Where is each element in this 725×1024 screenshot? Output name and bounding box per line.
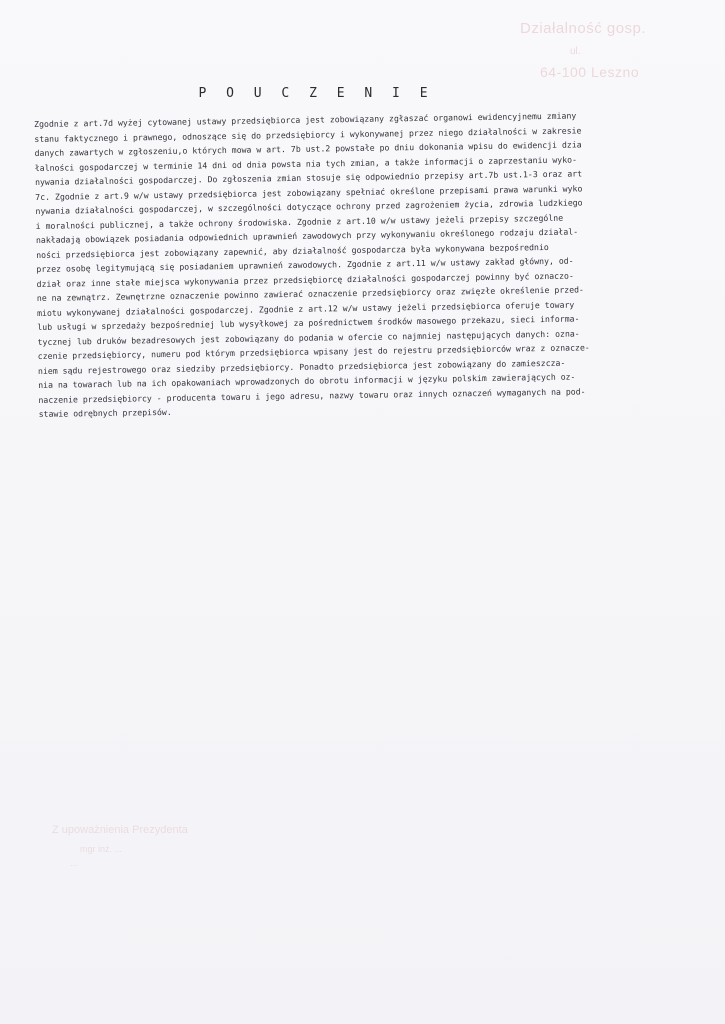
body-line: 7c. Zgodnie z art.9 w/w ustawy przedsiębiorca jest zobowiązany spełniać określone przepisami prawa warunki wyko <box>35 182 583 202</box>
body-line: tycznej lub druków bezadresowych jest zobowiązany do podania w ofercie co najmniej następujących danych: ozna- <box>37 327 580 347</box>
body-line: stanu faktycznego i prawnego, odnoszące się do przedsiębiorcy i wykonywanej przez niego działalności w zakresie <box>34 124 582 144</box>
body-line: ności przedsiębiorca jest zobowiązany zapewnić, aby działalność gospodarcza była wykonywana bezpośrednio <box>36 241 549 260</box>
body-line: dział oraz inne stałe miejsca wykonywania przez przedsiębiorcę działalności gospodarczej powinny być oznaczo- <box>36 270 574 289</box>
stamp-bottom-line-1: Z upoważnienia Prezydenta <box>52 824 188 836</box>
stamp-bottom-faded <box>40 818 240 878</box>
body-line: nywania działalności gospodarczej. Do zgłoszenia zmian stosuje się odpowiednio przepisy art.7b ust.1-3 oraz art <box>34 168 583 187</box>
body-line: stawie odrębnych przepisów. <box>38 406 172 419</box>
body-line: lub usługi w sprzedaży bezpośredniej lub wysyłkowej za pośrednictwem środków masowego przekazu, sieci informa- <box>37 313 580 332</box>
body-line: ne na zewnątrz. Zewnętrzne oznaczenie powinno zawierać oznaczenie przedsiębiorcy oraz zwięzłe określenie przed- <box>36 284 585 303</box>
body-line: niem sądu rejestrowego oraz siedziby przedsiębiorcy. Ponadto przedsiębiorca jest zobowiązany do zamieszcza- <box>37 357 566 376</box>
body-line: łalności gospodarczej w terminie 14 dni od dnia powsta nia tych zmian, a także informacji o zaprzestaniu wyko- <box>34 153 578 173</box>
body-line: nywania działalności gospodarczej, w szczególności dotyczące ochrony przed zagrożeniem życia, zdrowia ludzkiego <box>35 197 583 216</box>
stamp-bottom-line-2: mgr inż. ... <box>80 844 123 854</box>
stamp-top-line-1: Działalność gosp. <box>520 20 647 37</box>
body-line: naczenie przedsiębiorcy - producenta towaru i jego adresu, nazwy towaru oraz innych oznaczeń wymaganych na pod- <box>38 385 586 405</box>
body-line: i moralności publicznej, a także ochrony środowiska. Zgodnie z art.10 w/w ustawy jeżeli przepisy szczególne <box>35 212 564 231</box>
body-line: czenie przedsiębiorcy, numeru pod którym przedsiębiorca wpisany jest do rejestru przedsiębiorców wraz z oznacze- <box>37 342 590 361</box>
stamp-top-line-2: ul. <box>570 46 581 57</box>
document-title: P O U C Z E N I E <box>198 86 434 101</box>
body-line: miotu wykonywanej działalności gospodarczej. Zgodnie z art.12 w/w ustawy jeżeli przedsiębiorca oferuje towary <box>36 299 575 318</box>
stamp-bottom-line-3: ... <box>70 858 78 868</box>
stamp-top-faded <box>500 14 710 84</box>
body-line: nia na towarach lub na ich opakowaniach wprowadzonych do obrotu informacji w języku polskim zawierających oz- <box>38 371 576 390</box>
body-line: nakładają obowiązek posiadania odpowiednich uprawnień zawodowych przy wykonywaniu określonego rodzaju działal- <box>35 226 579 245</box>
document-body <box>34 107 649 421</box>
body-line: przez osobę legitymującą się posiadaniem uprawnień zawodowych. Zgodnie z art.11 w/w ustawy zakład główny, od- <box>36 255 574 274</box>
body-line: Zgodnie z art.7d wyżej cytowanej ustawy przedsiębiorca jest zobowiązany zgłaszać organowi ewidencyjnemu zmiany <box>34 110 577 129</box>
body-line: danych zawartych w zgłoszeniu,o których mowa w art. 7b ust.2 powstałe po dniu dokonania wpisu do ewidencji dzia <box>34 139 582 158</box>
stamp-top-line-3: 64-100 Leszno <box>540 64 640 80</box>
